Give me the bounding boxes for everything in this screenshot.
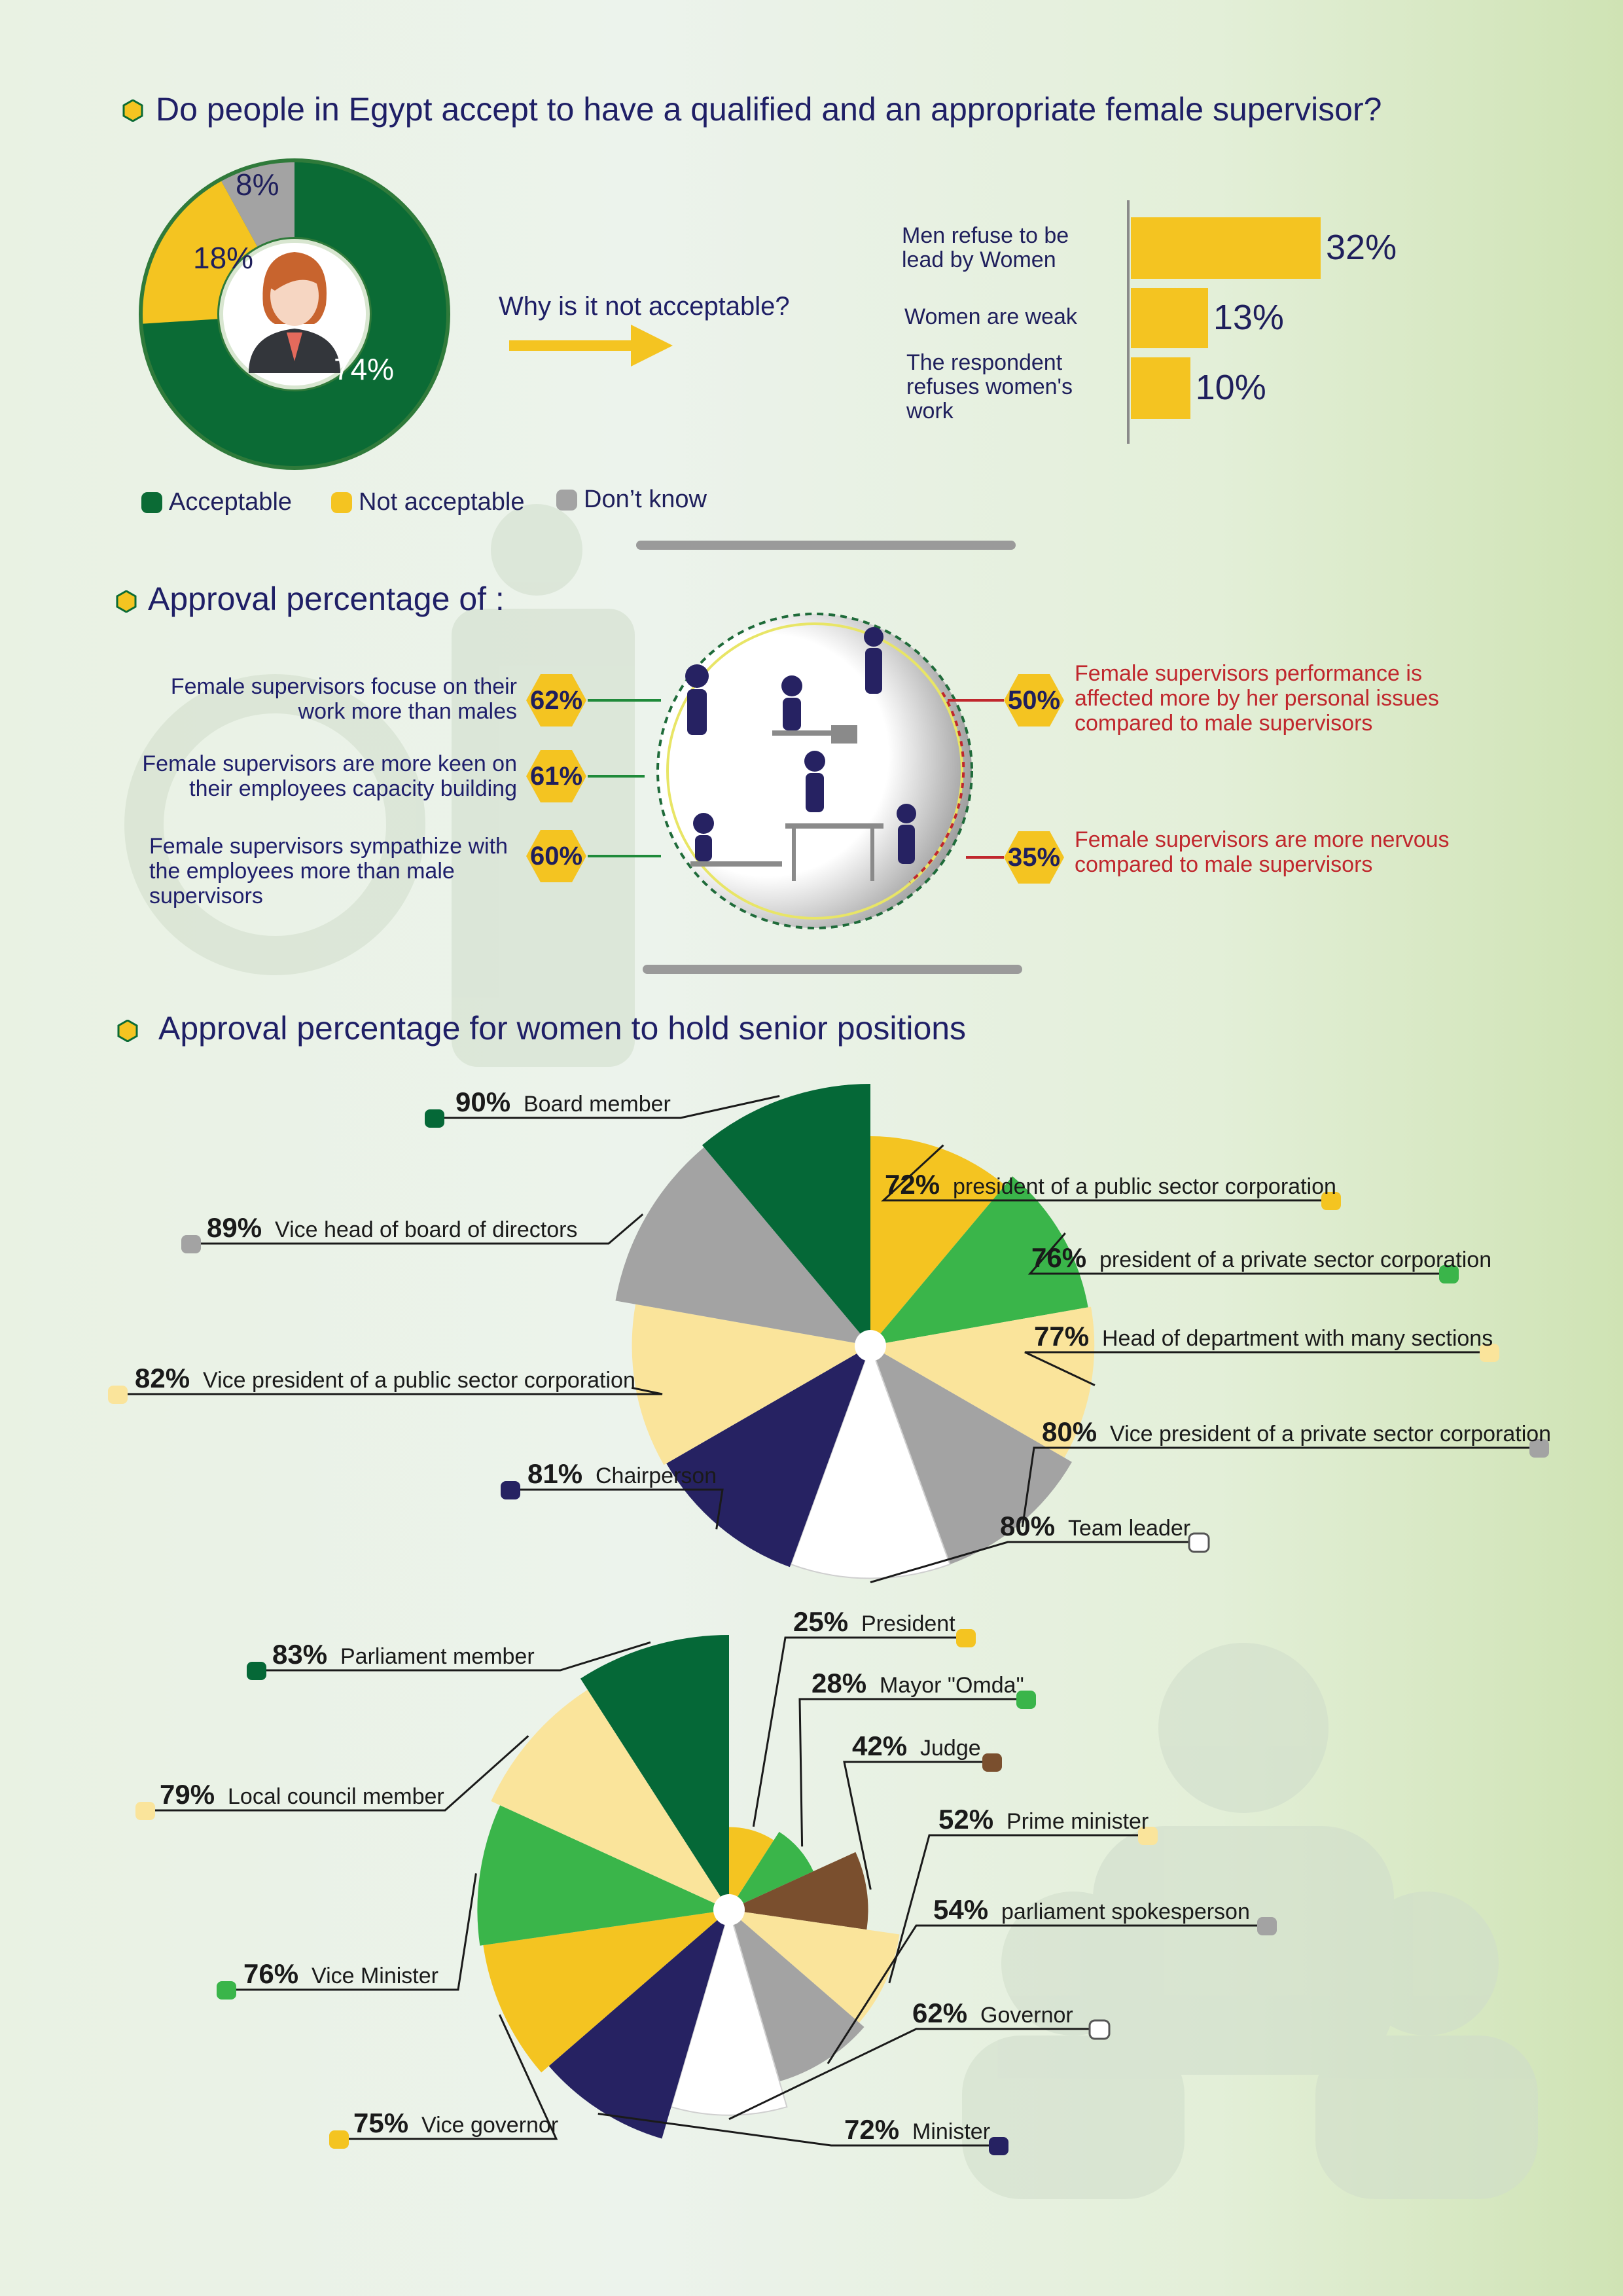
donut-data-label: 18% — [193, 241, 254, 275]
bar-value-label: 10% — [1195, 368, 1266, 407]
connector-line — [966, 856, 1004, 859]
legend-label: Acceptable — [169, 488, 293, 516]
approval-value-badge — [525, 673, 588, 728]
approval-value-badge — [525, 829, 588, 884]
donut-legend — [141, 488, 292, 516]
section3-title: Approval percentage for women to hold senior positions — [158, 1010, 967, 1047]
legend-swatch — [982, 1753, 1002, 1772]
bar-category-label: Men refuse to be lead by Women — [902, 223, 1069, 272]
connector-line — [588, 699, 661, 702]
pie-category-label: Minister — [912, 2119, 991, 2144]
pie-value-label: 25% — [793, 1606, 849, 1637]
section-bullet-icon — [116, 1020, 139, 1042]
section2-title: Approval percentage of : — [148, 581, 505, 617]
pie-value-label: 89% — [207, 1212, 262, 1243]
pie-category-label: Head of department with many sections — [1102, 1326, 1493, 1351]
pie-value-label: 72% — [844, 2114, 900, 2145]
bar-value-label: 13% — [1213, 298, 1284, 337]
leader-line — [1025, 1352, 1489, 1385]
bar-value-label: 32% — [1326, 228, 1397, 267]
pie-category-label: Vice Minister — [312, 1964, 438, 1988]
pie-category-label: Chairperson — [596, 1463, 717, 1488]
section-divider — [643, 965, 1022, 974]
pie-value-label: 80% — [1042, 1416, 1097, 1447]
legend-swatch — [989, 2137, 1008, 2155]
legend-swatch — [135, 1802, 155, 1820]
approval-value-badge — [525, 749, 588, 804]
donut-legend — [331, 488, 525, 516]
donut-data-label: 8% — [236, 168, 279, 202]
legend-swatch — [1189, 1534, 1209, 1552]
pie-value-label: 76% — [1031, 1242, 1087, 1273]
section-bullet-icon — [115, 590, 137, 613]
approval-value: 35% — [1007, 842, 1061, 872]
pie-category-label: Vice president of a private sector corporation — [1110, 1422, 1552, 1446]
legend-swatch-acceptable — [141, 492, 162, 513]
pie-category-label: Prime minister — [1007, 1809, 1149, 1834]
pie-value-label: 62% — [912, 1998, 968, 2028]
bar-the-respondent-refuses-women-s-work — [1131, 357, 1190, 419]
pie-category-label: Parliament member — [340, 1644, 535, 1669]
legend-swatch — [425, 1109, 444, 1128]
pie-value-label: 52% — [938, 1804, 994, 1835]
pie-value-label: 42% — [852, 1731, 908, 1761]
section-bullet-icon — [122, 99, 144, 122]
pie-center — [713, 1894, 745, 1926]
donut-legend — [556, 486, 707, 514]
pie-value-label: 54% — [933, 1894, 989, 1925]
pie-category-label: Vice president of a public sector corporation — [203, 1368, 635, 1393]
senior-positions-pie-chart-2 — [0, 1584, 1623, 2199]
bar-women-are-weak — [1131, 288, 1208, 348]
pie-value-label: 82% — [135, 1363, 190, 1393]
approval-statement-text: Female supervisors focuse on their work more than males — [170, 674, 517, 724]
pie-value-label: 90% — [455, 1086, 511, 1117]
legend-swatch — [217, 1981, 236, 2000]
legend-swatch — [108, 1386, 128, 1404]
pie-category-label: president of a private sector corporation — [1099, 1247, 1492, 1272]
pie-category-label: parliament spokesperson — [1001, 1899, 1250, 1924]
legend-swatch — [247, 1662, 266, 1680]
donut-data-label: 74% — [334, 352, 395, 386]
leader-line — [1022, 1448, 1539, 1527]
bar-men-refuse-to-be-lead-by-women — [1131, 217, 1321, 279]
pie-value-label: 77% — [1034, 1321, 1090, 1352]
office-women-illustration — [635, 601, 988, 941]
section-divider — [636, 541, 1016, 550]
legend-label: Don’t know — [584, 486, 707, 513]
bar-category-label: Women are weak — [904, 304, 1077, 329]
pie-value-label: 81% — [527, 1458, 583, 1489]
approval-value: 50% — [1007, 685, 1061, 715]
pie-category-label: Team leader — [1068, 1516, 1191, 1541]
legend-swatch-not-acceptable — [331, 492, 352, 513]
pie-category-label: Governor — [980, 2003, 1073, 2028]
legend-swatch — [1257, 1917, 1277, 1935]
pie-value-label: 72% — [885, 1169, 940, 1200]
pie-category-label: president of a public sector corporation — [953, 1174, 1336, 1199]
disapproval-statement-text: Female supervisors performance is affected more by her personal issues compared to male supervisors — [1075, 661, 1439, 736]
approval-statement-text: Female supervisors sympathize with the employees more than male supervisors — [149, 834, 508, 908]
approval-value: 61% — [529, 761, 583, 791]
pie-category-label: President — [861, 1611, 955, 1636]
pie-value-label: 80% — [1000, 1511, 1056, 1541]
approval-statement-text: Female supervisors are more keen on their employees capacity building — [142, 751, 517, 801]
senior-positions-pie-chart-1 — [0, 1073, 1623, 1584]
section1-title: Do people in Egypt accept to have a qualified and an appropriate female supervisor? — [156, 91, 1382, 128]
legend-swatch — [956, 1629, 976, 1647]
approval-value-badge — [1003, 673, 1065, 728]
bar-axis — [1127, 200, 1130, 444]
disapproval-statement-text: Female supervisors are more nervous compared to male supervisors — [1075, 827, 1450, 877]
pie-category-label: Board member — [524, 1092, 671, 1117]
legend-swatch-dont-know — [556, 490, 577, 511]
pie-value-label: 76% — [243, 1958, 299, 1989]
bar-category-label: The respondent refuses women's work — [906, 350, 1073, 423]
pie-center — [855, 1330, 886, 1361]
connector-line — [588, 855, 661, 857]
connector-line — [588, 775, 645, 778]
pie-value-label: 79% — [160, 1779, 215, 1810]
legend-label: Not acceptable — [359, 488, 525, 516]
pie-value-label: 75% — [353, 2108, 409, 2138]
legend-swatch — [329, 2130, 349, 2149]
pie-category-label: Local council member — [228, 1784, 444, 1809]
pie-value-label: 28% — [812, 1668, 867, 1698]
arrow-right-icon — [509, 325, 673, 368]
legend-swatch — [501, 1481, 520, 1499]
approval-value-badge — [1003, 830, 1065, 885]
approval-value: 62% — [529, 685, 583, 715]
legend-swatch — [181, 1235, 201, 1253]
pie-category-label: Judge — [920, 1736, 981, 1761]
why-not-acceptable-label: Why is it not acceptable? — [499, 292, 790, 321]
pie-value-label: 83% — [272, 1639, 328, 1670]
pie-category-label: Vice governor — [421, 2113, 559, 2138]
pie-category-label: Mayor "Omda" — [880, 1673, 1024, 1698]
acceptance-donut-chart — [137, 157, 452, 471]
connector-line — [948, 699, 1004, 702]
legend-swatch — [1090, 2020, 1109, 2039]
approval-value: 60% — [529, 841, 583, 870]
pie-category-label: Vice head of board of directors — [275, 1217, 578, 1242]
